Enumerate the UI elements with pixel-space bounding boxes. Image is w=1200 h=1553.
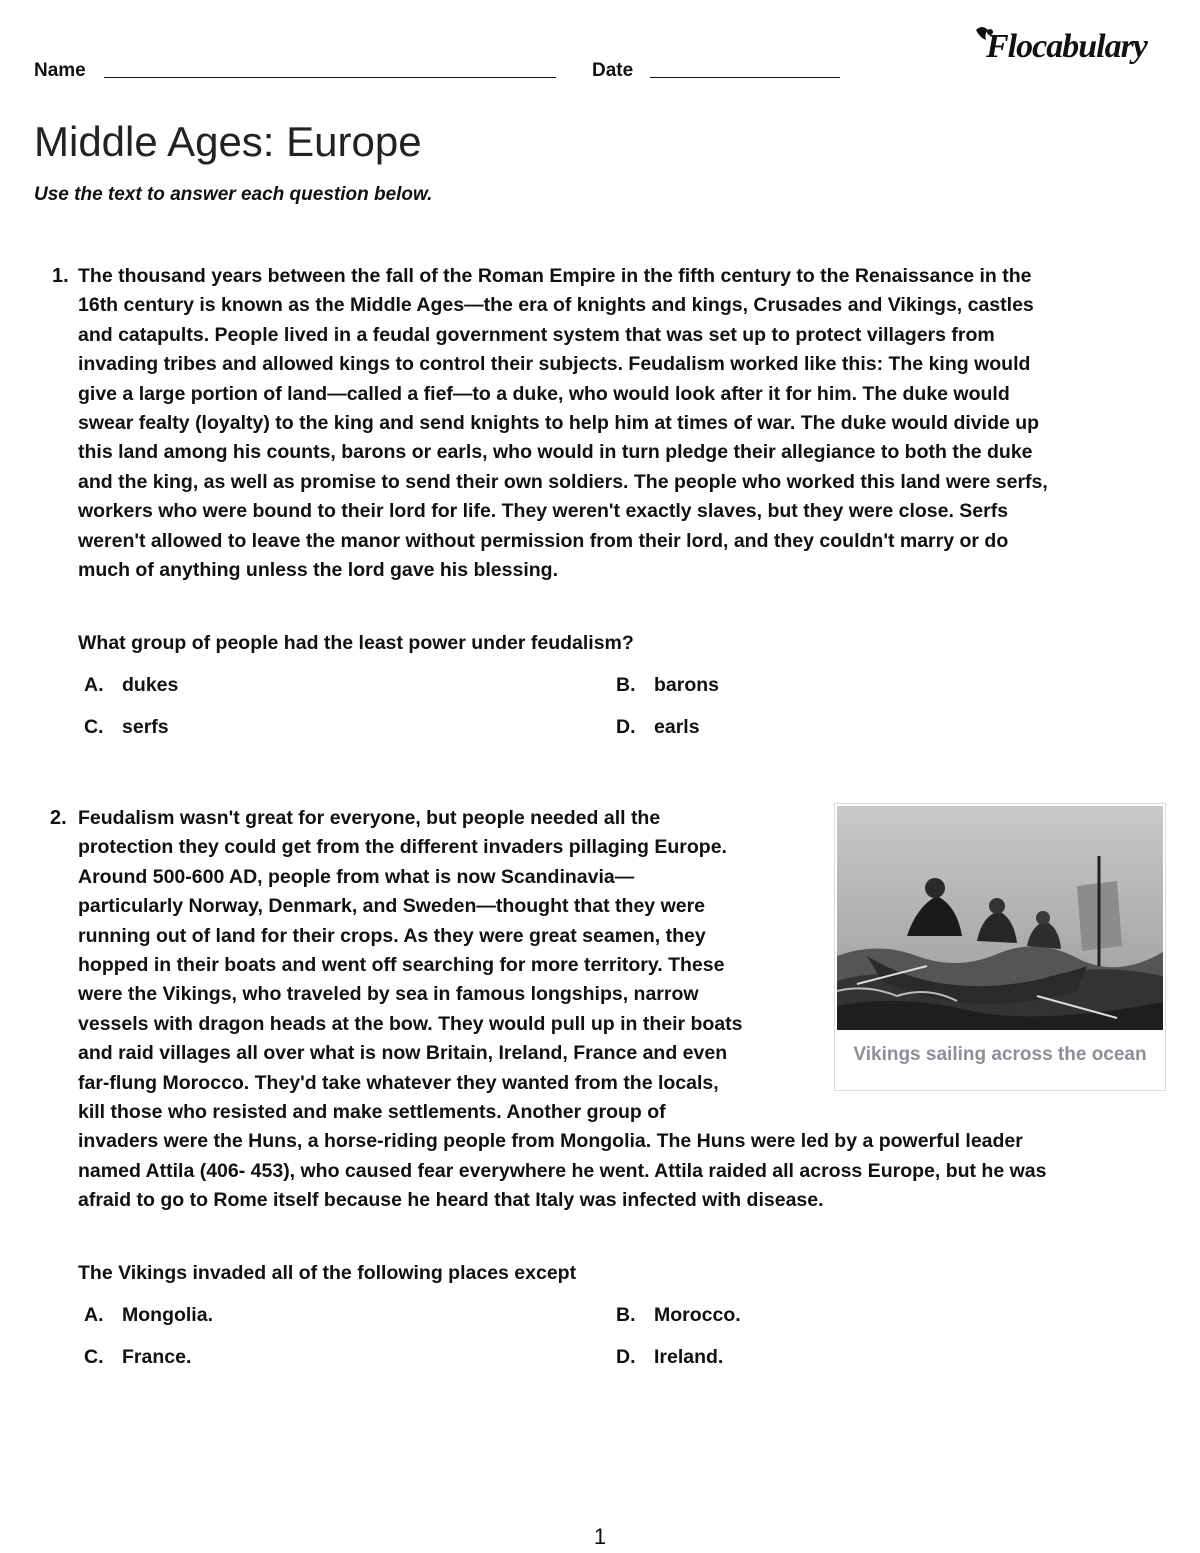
question-1-option-b[interactable] xyxy=(612,674,719,697)
option-letter: A. xyxy=(84,1304,104,1326)
passage-line: this land among his counts, barons or earls, who would in turn pledge their allegiance to both the duke xyxy=(78,441,1033,464)
viking-image-figure xyxy=(834,803,1166,1091)
passage-line: 16th century is known as the Middle Ages—the era of knights and kings, Crusades and Vikings, castles xyxy=(78,294,1034,317)
question-2-option-c[interactable] xyxy=(80,1346,191,1369)
passage-line: give a large portion of land—called a fief—to a duke, who would look after it for him. The duke would xyxy=(78,382,1010,405)
passage-line: workers who were bound to their lord for life. They weren't exactly slaves, but they were close. Serfs xyxy=(78,500,1009,523)
question-1-option-d[interactable] xyxy=(612,716,700,739)
question-2-number: 2. xyxy=(50,807,67,829)
option-letter: C. xyxy=(84,1346,104,1368)
page-title: Middle Ages: Europe xyxy=(34,118,422,165)
passage-line: The thousand years between the fall of the Roman Empire in the fifth century to the Renaissance in the xyxy=(78,265,1032,287)
question-1-passage xyxy=(78,262,1168,585)
question-2-option-d[interactable] xyxy=(612,1346,723,1369)
passage-line: invading tribes and allowed kings to control their subjects. Feudalism worked like this: The king would xyxy=(78,353,1031,376)
passage-line: named Attila (406- 453), who caused fear everywhere he went. Attila raided all across Europe, but he was xyxy=(78,1159,1047,1182)
option-letter: A. xyxy=(84,674,104,696)
date-label: Date xyxy=(592,60,634,81)
page-number: 1 xyxy=(593,1524,607,1549)
option-text: France. xyxy=(122,1346,192,1368)
date-field-line[interactable] xyxy=(650,77,840,78)
instructions: Use the text to answer each question below. xyxy=(34,184,433,205)
passage-line: particularly Norway, Denmark, and Sweden—thought that they were xyxy=(78,895,706,918)
passage-line: afraid to go to Rome itself because he heard that Italy was infected with disease. xyxy=(78,1189,824,1212)
option-letter: C. xyxy=(84,716,104,738)
name-label: Name xyxy=(34,60,86,81)
option-text: Mongolia. xyxy=(122,1304,213,1326)
option-text: Ireland. xyxy=(654,1346,724,1368)
viking-longship-image xyxy=(837,806,1163,1030)
passage-line: far-flung Morocco. They'd take whatever they wanted from the locals, xyxy=(78,1071,719,1094)
image-caption: Vikings sailing across the ocean xyxy=(853,1044,1147,1065)
question-1-number: 1. xyxy=(52,265,69,287)
passage-line: kill those who resisted and make settlements. Another group of xyxy=(78,1101,666,1124)
option-text: earls xyxy=(654,716,700,738)
option-letter: B. xyxy=(616,674,636,696)
passage-line: hopped in their boats and went off searching for more territory. These xyxy=(78,954,725,977)
option-text: barons xyxy=(654,674,720,696)
passage-line: running out of land for their crops. As they were great seamen, they xyxy=(78,924,706,947)
passage-line: Around 500-600 AD, people from what is now Scandinavia— xyxy=(78,865,635,888)
option-text: dukes xyxy=(122,674,179,696)
name-field-line[interactable] xyxy=(104,77,556,78)
passage-line: and raid villages all over what is now Britain, Ireland, France and even xyxy=(78,1042,728,1065)
question-2-prompt: The Vikings invaded all of the following places except xyxy=(78,1262,577,1284)
question-1-option-a[interactable] xyxy=(80,674,178,697)
passage-line: protection they could get from the different invaders pillaging Europe. xyxy=(78,836,727,859)
question-2-option-b[interactable] xyxy=(612,1304,741,1327)
flocabulary-logo xyxy=(968,22,1174,72)
passage-line: vessels with dragon heads at the bow. They would pull up in their boats xyxy=(78,1012,743,1035)
passage-line: weren't allowed to leave the manor without permission from their lord, and they couldn't marry or do xyxy=(78,529,1009,552)
passage-line: and the king, as well as promise to send their own soldiers. The people who worked this land were serfs, xyxy=(78,470,1048,493)
question-2-option-a[interactable] xyxy=(80,1304,213,1327)
option-text: serfs xyxy=(122,716,169,738)
passage-line: were the Vikings, who traveled by sea in famous longships, narrow xyxy=(78,983,699,1006)
option-text: Morocco. xyxy=(654,1304,741,1326)
passage-line: much of anything unless the lord gave his blessing. xyxy=(78,559,558,582)
passage-line: invaders were the Huns, a horse-riding people from Mongolia. The Huns were led by a powerful leader xyxy=(78,1130,1023,1153)
passage-line: Feudalism wasn't great for everyone, but people needed all the xyxy=(78,807,661,829)
question-1-prompt: What group of people had the least power under feudalism? xyxy=(78,632,634,654)
passage-line: swear fealty (loyalty) to the king and send knights to help him at times of war. The duke would divide up xyxy=(78,412,1040,435)
logo-text: Flocabulary xyxy=(986,28,1147,65)
question-1-option-c[interactable] xyxy=(80,716,169,739)
passage-line: and catapults. People lived in a feudal government system that was set up to protect villagers from xyxy=(78,323,995,346)
option-letter: B. xyxy=(616,1304,636,1326)
option-letter: D. xyxy=(616,716,636,738)
option-letter: D. xyxy=(616,1346,636,1368)
